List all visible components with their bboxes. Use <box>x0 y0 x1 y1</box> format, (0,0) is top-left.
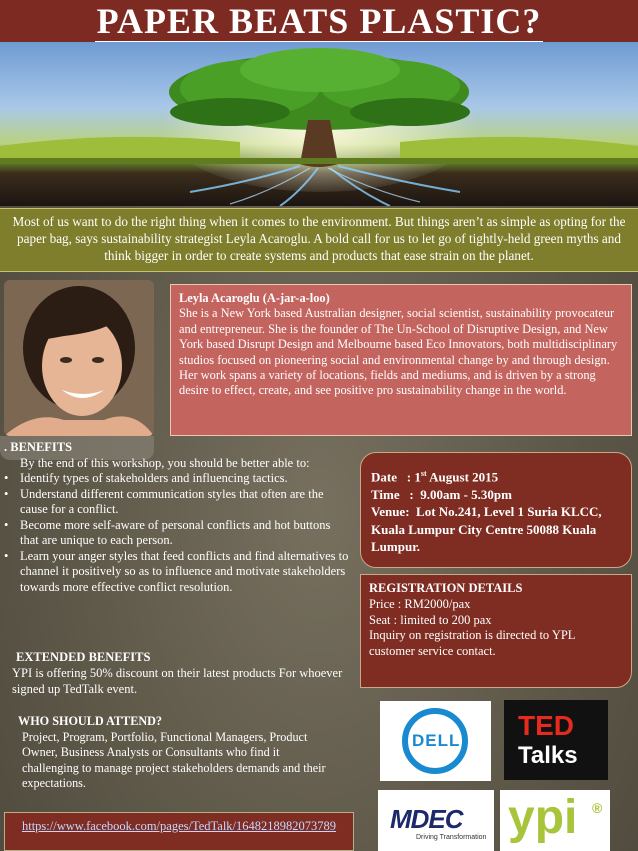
who-should-attend <box>18 714 338 792</box>
registration-seat: Seat : limited to 200 pax <box>369 612 492 627</box>
who-text: Project, Program, Portfolio, Functional Managers, Product Owner, Business Analysts or Consultants who find it challenging to manage project stakeholders demands and their expectations. <box>22 729 326 791</box>
registration-inquiry: Inquiry on registration is directed to YPL customer service contact. <box>369 628 575 659</box>
registration-box <box>360 574 632 688</box>
event-venue: Venue: Lot No.241, Level 1 Suria KLCC, Kuala Lumpur City Centre 50088 Kuala Lumpur. <box>371 504 602 555</box>
intro-paragraph: Most of us want to do the right thing when it comes to the environment. But things aren’t as simple as opting for the paper bag, says sustainability strategist Leyla Acaroglu. A bold call for us to let go of tightly-held green myths and think bigger in order to create systems and products that ease strain on the planet. <box>0 208 638 272</box>
extended-heading: EXTENDED BENEFITS <box>16 650 151 664</box>
ypi-registered-mark: ® <box>592 800 603 816</box>
ypi-logo <box>500 790 610 851</box>
speaker-bio: She is a New York based Australian designer, social scientist, sustainability provocateur and entrepreneur. She is the founder of The Un-School of Disruptive Design, and New York based Disrupt Design and Melbourne based Eco Innovators, both multidisciplinary studios focused on pioneering social and environmental change by and through design. Her work spans a variety of locations, fields and mediums, and is driven by a strong desire to effect, create, and see positive pro sustainability change in the world. <box>179 306 618 398</box>
list-item: • Become more self-aware of personal conflicts and hot buttons that are unique to each person. <box>4 518 352 549</box>
extended-benefits <box>12 650 352 697</box>
tree-hero-image <box>0 42 638 206</box>
list-item: • Learn your anger styles that feed conflicts and find alternatives to channel it positively so as to influence and motivate stakeholders towards more effective conflict resolution. <box>4 549 352 596</box>
facebook-link[interactable]: https://www.facebook.com/pages/TedTalk/1648218982073789 <box>21 819 337 833</box>
title-banner <box>0 0 638 44</box>
event-details-box <box>360 452 632 568</box>
talks-logo-text: Talks <box>518 742 578 769</box>
mdec-tagline: Driving Transformation <box>416 834 487 841</box>
speaker-portrait <box>4 280 154 436</box>
dell-logo <box>380 701 491 781</box>
mdec-logo-text: MDEC <box>390 804 463 834</box>
list-item: • Understand different communication styles that often are the cause for a conflict. <box>4 487 352 518</box>
registration-price: Price : RM2000/pax <box>369 596 471 611</box>
poster-title: PAPER BEATS PLASTIC? <box>0 0 638 42</box>
ted-talks-logo <box>504 700 608 780</box>
speaker-photo <box>4 280 154 436</box>
facebook-link-box <box>4 812 354 851</box>
benefits-heading: . BENEFITS <box>4 440 73 454</box>
event-time: Time : 9.00am - 5.30pm <box>371 486 512 502</box>
ypi-logo-text: ypi <box>508 791 578 844</box>
benefits-list <box>4 471 352 595</box>
benefits-lead: By the end of this workshop, you should be better able to: <box>20 455 310 470</box>
dell-logo-text: DELL <box>412 731 461 750</box>
extended-text: YPI is offering 50% discount on their latest products For whoever signed up TedTalk event. <box>12 665 343 696</box>
ted-logo-text: TED <box>518 710 574 741</box>
registration-heading: REGISTRATION DETAILS <box>369 581 523 595</box>
event-date: Date : 1st August 2015 <box>371 469 499 485</box>
list-item: • Identify types of stakeholders and influencing tactics. <box>4 471 352 487</box>
who-heading: WHO SHOULD ATTEND? <box>18 714 163 728</box>
tree-illustration <box>0 42 638 206</box>
mdec-logo <box>378 790 494 851</box>
speaker-name: Leyla Acaroglu (A-jar-a-loo) <box>179 291 330 305</box>
speaker-bio-box <box>170 284 632 436</box>
benefits-section <box>4 440 352 595</box>
